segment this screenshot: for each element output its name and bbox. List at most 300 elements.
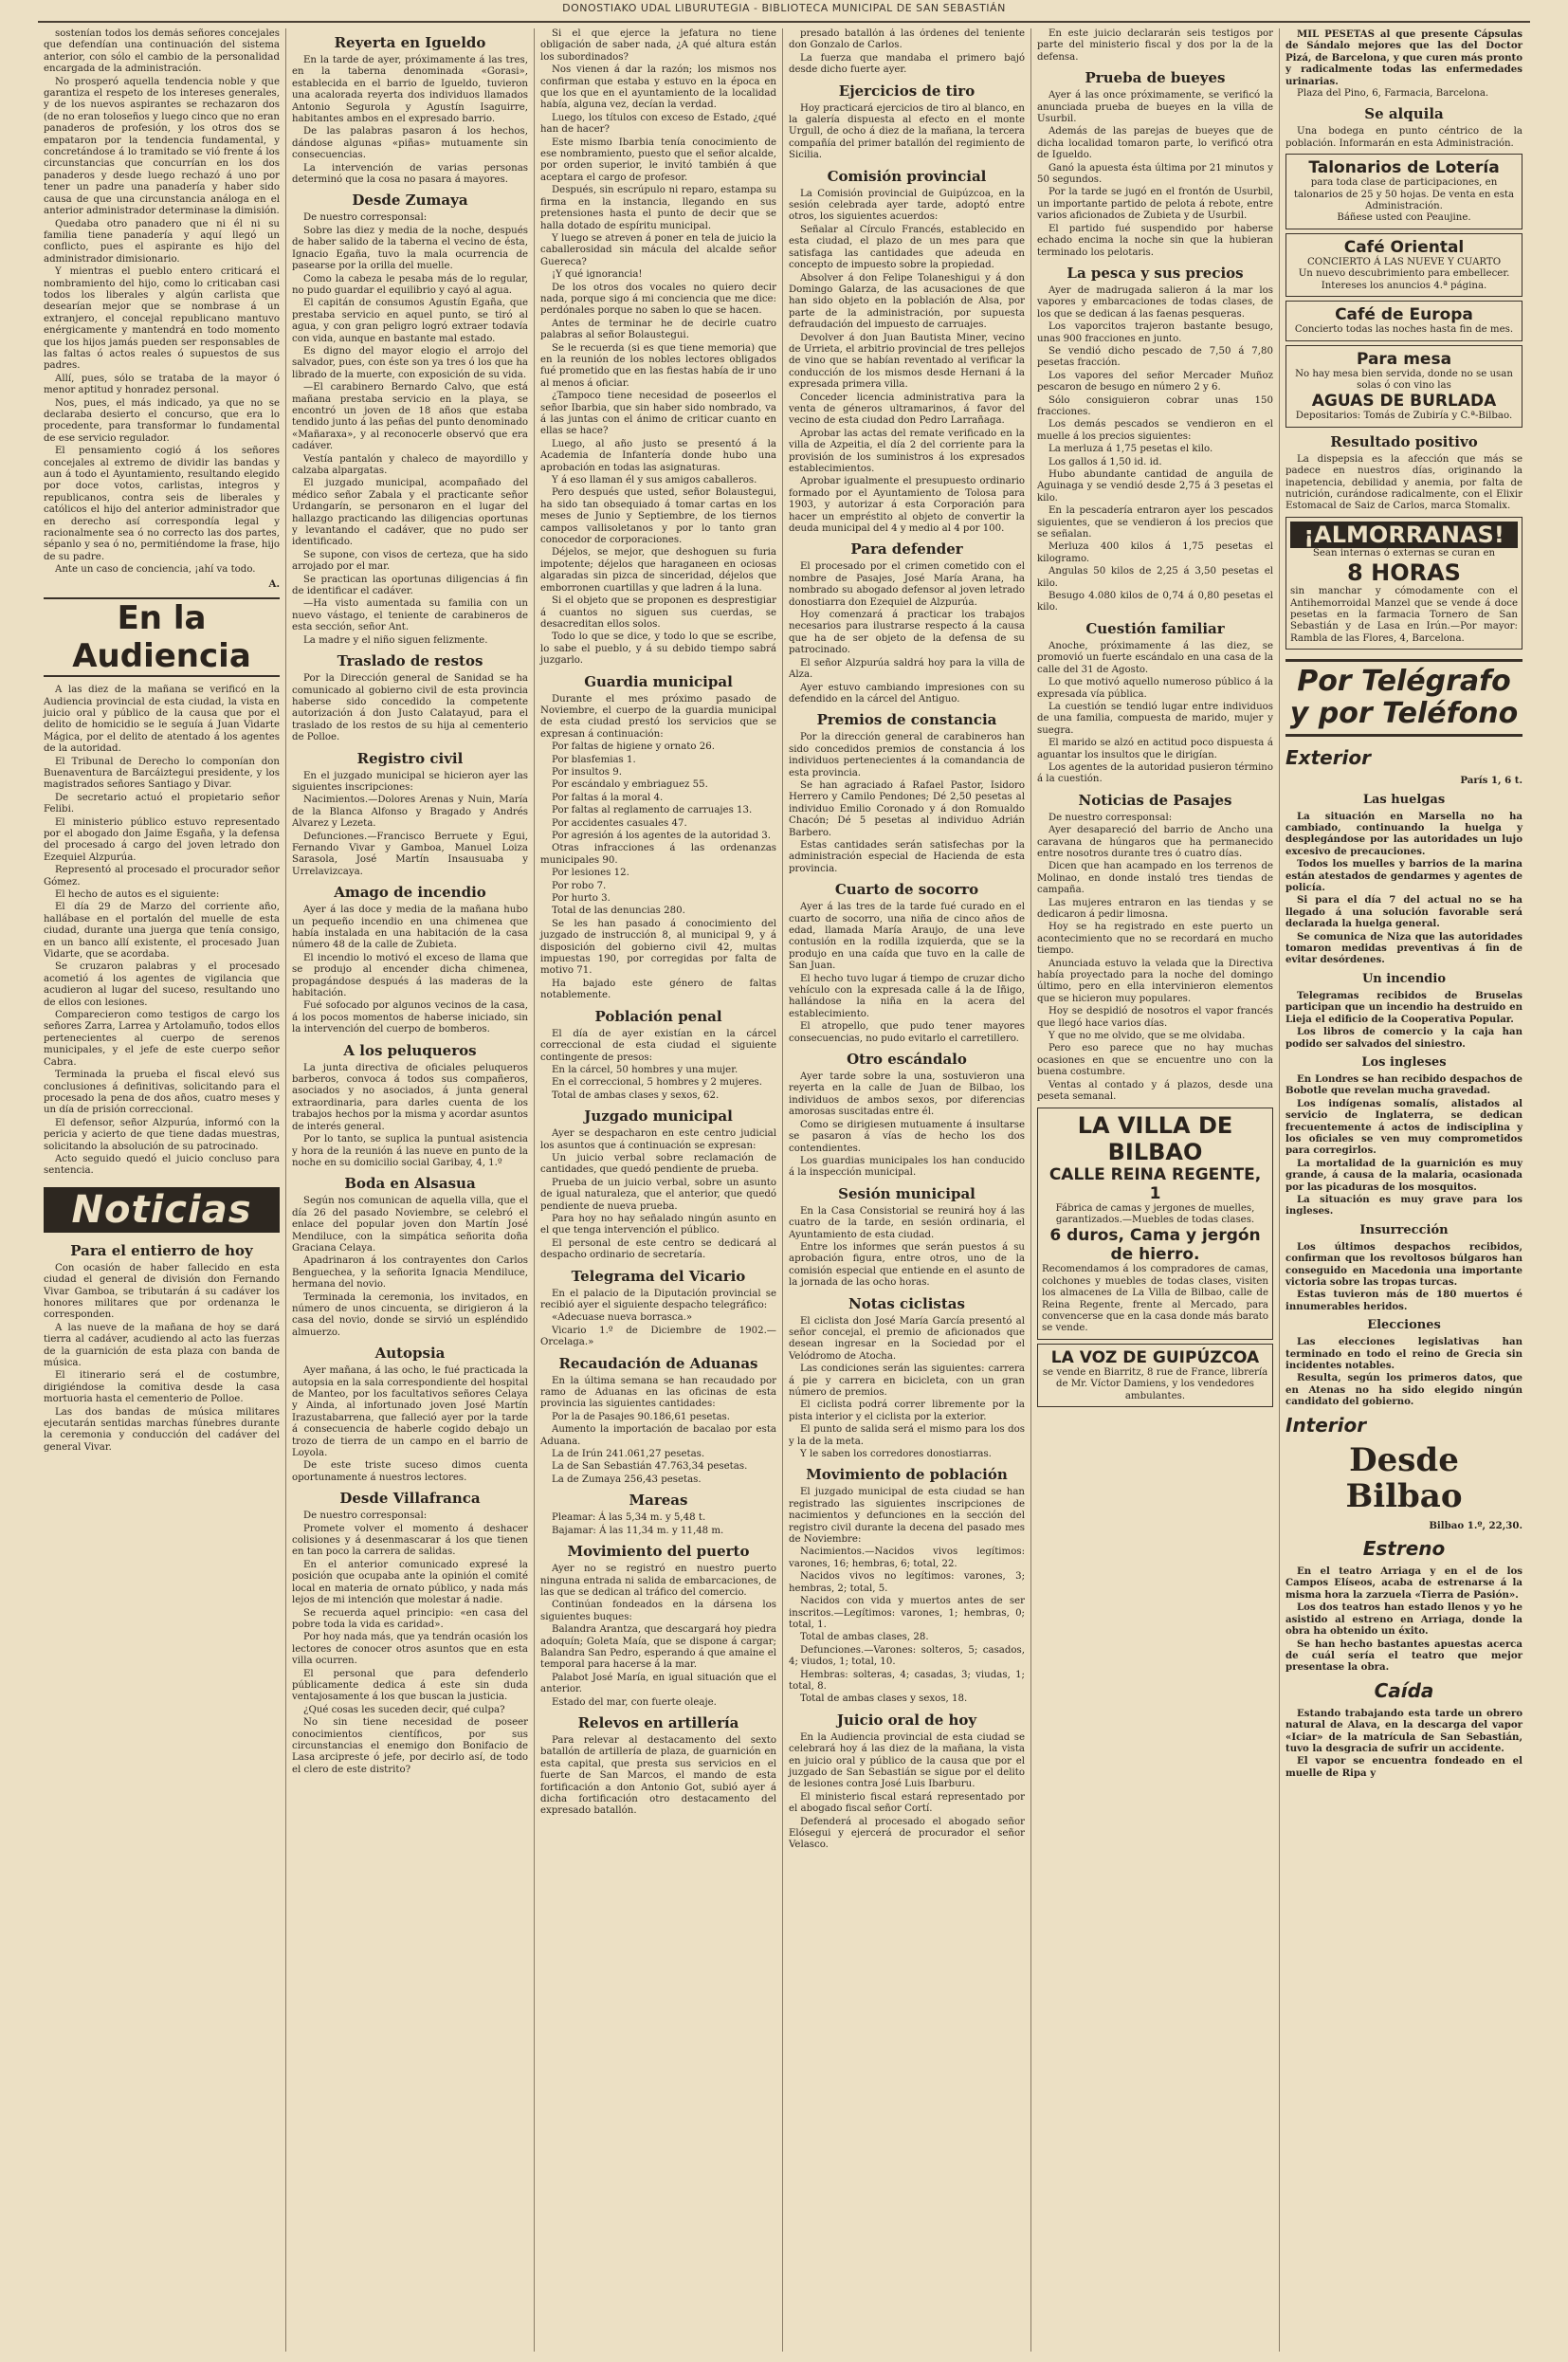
paragraph: Total de ambas clases y sexos, 18. <box>800 1694 968 1705</box>
ad-title: ¡ALMORRANAS! <box>1290 522 1518 548</box>
ad-title: Café de Europa <box>1335 305 1473 325</box>
paragraph: Y que no me olvido, que se me olvidaba. <box>1048 1031 1246 1042</box>
paragraph: sostenían todos los demás señores concejales que defendían una continuación del sistema anterior, con sólo el cambio de la personalidad encargada de la administración. <box>44 28 280 75</box>
article-heading: Juicio oral de hoy <box>836 1711 977 1729</box>
article-heading: Los ingleses <box>1361 1054 1447 1070</box>
paragraph: En el correccional, 5 hombres y 2 mujeres. <box>552 1077 762 1089</box>
advertisement-villa-bilbao <box>1037 1108 1273 1340</box>
paragraph: Ayer desapareció del barrio de Ancho una caravana de húngaros que ha permanecido entre nosotros durante tres ó cuatro días. <box>1037 825 1273 859</box>
ad-depositarios: Depositarios: Tomás de Zubiría y C.ª-Bilbao. <box>1295 411 1513 422</box>
paragraph: Absolver á don Felipe Tolaneshigui y á don Domingo Galarza, de las acusaciones de que han sido objeto en la población de Alsa, por parte de la administración, por supuesta defraudación del impuesto de carruajes. <box>789 272 1025 331</box>
paragraph: Todos los muelles y barrios de la marina están atestados de gendarmes y agentes de policía. <box>1285 858 1522 894</box>
ad-body: Concierto todas las noches hasta fin de mes. <box>1294 324 1514 336</box>
article-heading: Cuarto de socorro <box>834 881 979 899</box>
paragraph: En la última semana se han recaudado por ramo de Aduanas en las oficinas de esta provincia las siguientes cantidades: <box>540 1375 776 1410</box>
paragraph: Palabot José María, en igual situación que el anterior. <box>540 1672 776 1695</box>
paragraph: Además de las parejas de bueyes que de dicha localidad tomaron parte, lo verificó otra de Igueldo. <box>1037 126 1273 161</box>
paragraph: Se han hecho bastantes apuestas acerca de cuál sería el teatro que mejor presentase la obra. <box>1285 1638 1522 1674</box>
paragraph: Ha bajado este género de faltas notablemente. <box>540 978 776 1001</box>
paragraph: El hecho de autos es el siguiente: <box>55 889 220 900</box>
paragraph: presado batallón á las órdenes del teniente don Gonzalo de Carlos. <box>789 28 1025 51</box>
paragraph: De los otros dos vocales no quiero decir nada, porque sigo á mi conciencia que me dice: perdónales porque no saben lo que se hacen. <box>540 282 776 317</box>
paragraph: Déjelos, se mejor, que deshoguen su furia impotente; déjelos que haraganeen en ociosas algaradas sin pizca de sinceridad, déjelos que emborronen cuartillas y que ladren á la luna. <box>540 547 776 594</box>
list-item: Por robo 7. <box>552 880 607 891</box>
paragraph: Estas tuvieron más de 180 muertos é innumerables heridos. <box>1285 1289 1522 1312</box>
list-item: Por hurto 3. <box>552 893 611 905</box>
section-title-bilbao: Desde Bilbao <box>1345 1440 1463 1515</box>
paragraph: La dispepsia es la afección que más se padece en nuestros días, originando la inapetencia, debilidad y anemia, por falta de nutrición, curándose radicalmente, con el Elixir Estomacal de Saiz de Carlos, marca Stomalix. <box>1285 453 1522 512</box>
paragraph: Ventas al contado y á plazos, desde una peseta semanal. <box>1037 1079 1273 1103</box>
paragraph: Ayer á las doce y media de la mañana hubo un pequeño incendio en una chimenea que había instalada en una habitación de la casa número 48 de la calle de Zubieta. <box>292 905 528 951</box>
list-item: Total de las denuncias 280. <box>552 906 685 917</box>
list-item: Por faltas á la moral 4. <box>552 792 664 803</box>
ad-left: Para mesa <box>1356 349 1452 369</box>
ad-subtitle: CONCIERTO Á LAS NUEVE Y CUARTO <box>1306 256 1502 267</box>
paragraph: Hoy se despidió de nosotros el vapor francés que llegó hace varios días. <box>1037 1006 1273 1029</box>
paragraph: El procesado por el crimen cometido con el nombre de Pasajes, José María Arana, ha nombrado su abogado defensor al joven letrado donostiarra don Ezequiel de Alzpurúa. <box>789 561 1025 608</box>
article-heading: Movimiento de población <box>806 1466 1008 1484</box>
paragraph: Hubo abundante cantidad de anguila de Aguinaga y se vendió desde 2,75 á 3 pesetas el kilo. <box>1037 469 1273 504</box>
article-heading: Autopsia <box>374 1345 446 1363</box>
paragraph: Por la tarde se jugó en el frontón de Usurbil, un importante partido de pelota á rebote, entre varios aficionados de Zubieta y de Usurbil. <box>1037 187 1273 222</box>
paragraph: Ayer no se registró en nuestro puerto ninguna entrada ni salida de embarcaciones, de las que se dedican al tráfico del comercio. <box>540 1564 776 1598</box>
paragraph: Luego, al año justo se presentó á la Academia de Infantería donde hubo una aprobación en todas las asignaturas. <box>540 438 776 473</box>
signature: A. <box>268 577 280 590</box>
article-heading: Boda en Alsasua <box>344 1175 476 1193</box>
paragraph: Se recuerda aquel principio: «en casa del pobre toda la vida es caridad». <box>292 1607 528 1630</box>
ad-note: Báñese usted con Peaujine. <box>1337 212 1471 224</box>
article-heading: Cuestión familiar <box>1085 619 1225 637</box>
article-heading: Relevos en artillería <box>577 1713 739 1731</box>
paragraph: Durante el mes próximo pasado de Noviembre, el cuerpo de la guardia municipal de esta ciudad prestó los servicios que se expresan á continuación: <box>540 693 776 740</box>
paragraph: Estado del mar, con fuerte oleaje. <box>552 1696 717 1708</box>
paragraph: Allí, pues, sólo se trataba de la mayor ó menor aptitud y honradez personal. <box>44 373 280 396</box>
paragraph: Ante un caso de conciencia, ¡ahí va todo. <box>55 564 256 576</box>
article-heading: Desde Villafranca <box>339 1490 481 1508</box>
list-item: Por accidentes casuales 47. <box>552 817 687 829</box>
paragraph: Resulta, según los primeros datos, que en Atenas no ha sido elegido ningún candidato del gobierno. <box>1285 1372 1522 1408</box>
paragraph: Hoy se ha registrado en este puerto un acontecimiento que no se recordará en mucho tiempo. <box>1037 922 1273 957</box>
column-2 <box>286 28 535 2352</box>
article-heading: A los peluqueros <box>343 1041 477 1059</box>
paragraph: Aumento la importación de bacalao por esta Aduana. <box>540 1424 776 1447</box>
paragraph: El atropello, que pudo tener mayores consecuencias, no pudo evitarlo el carretillero. <box>789 1021 1025 1044</box>
paragraph: El capitán de consumos Agustín Egaña, que prestaba servicio en aquel punto, se tiró al agua, y con gran peligro logró extraer todavía con vida, aunque en bastante mal estado. <box>292 298 528 344</box>
paragraph: En la Audiencia provincial de esta ciudad se celebrará hoy á las diez de la mañana, la vista en juicio oral y público de la causa que por el juzgado de San Sebastián se sigue por el delito de lesiones contra José Luis Ibarburu. <box>789 1731 1025 1790</box>
paragraph: El señor Alzpurúa saldrá hoy para la villa de Alza. <box>789 657 1025 681</box>
paragraph: La situación en Marsella no ha cambiado, continuando la huelga y desplegándose por las autoridades un lujo excesivo de precauciones. <box>1285 810 1522 857</box>
paragraph: Ayer se despacharon en este centro judicial los asuntos que á continuación se expresan: <box>540 1128 776 1151</box>
paragraph: —Ha visto aumentada su familia con un nuevo vástago, el teniente de carabineros de esta sección, señor Ant. <box>292 598 528 633</box>
paragraph: Comparecieron como testigos de cargo los señores Zarra, Larrea y Artolamuño, todos ellos pertenecientes al cuerpo de serenos municipales, y el jefe de este cuerpo señor Cabra. <box>44 1010 280 1068</box>
paragraph: Y le saben los corredores donostiarras. <box>800 1449 992 1460</box>
paragraph: La cuestión se tendió lugar entre individuos de una familia, compuesta de marido, mujer y suegra. <box>1037 701 1273 736</box>
paragraph: Telegramas recibidos de Bruselas participan que un incendio ha destruido en Lieja el edificio de la Cooperativa Popular. <box>1285 989 1522 1025</box>
ad-headline: 8 HORAS <box>1347 559 1461 587</box>
paragraph: Según nos comunican de aquella villa, que el día 26 del pasado Noviembre, se celebró el enlace del popular joven don Martín José Mendiluce, con la simpática señorita doña Graciana Celaya. <box>292 1196 528 1254</box>
paragraph: Los guardias municipales los han conducido á la inspección municipal. <box>789 1155 1025 1179</box>
article-heading: Noticias de Pasajes <box>1078 791 1232 809</box>
paragraph: La madre y el niño siguen felizmente. <box>303 634 488 646</box>
paragraph: El partido fué suspendido por haberse echado encima la noche sin que la hubieran terminado los pelotaris. <box>1037 223 1273 258</box>
paragraph: Continúan fondeados en la dársena los siguientes buques: <box>540 1600 776 1622</box>
paragraph: Si el que ejerce la jefatura no tiene obligación de saber nada, ¿A qué altura están los subordinados? <box>540 28 776 63</box>
article-heading: Otro escándalo <box>847 1051 967 1069</box>
paragraph: El punto de salida será el mismo para los dos y la de la meta. <box>789 1424 1025 1447</box>
article-heading: Recaudación de Aduanas <box>558 1354 758 1372</box>
article-heading: Guardia municipal <box>584 672 733 690</box>
paragraph: Se comunica de Niza que las autoridades tomaron medidas preventivas á fin de evitar desórdenes. <box>1285 930 1522 966</box>
article-heading: Población penal <box>594 1007 722 1025</box>
ad-address: CALLE REINA REGENTE, 1 <box>1048 1164 1262 1203</box>
ad-body: Un nuevo descubrimiento para embellecer. Intereses los anuncios 4.ª página. <box>1298 268 1510 291</box>
paragraph: No prosperó aquella tendencia noble y que garantiza el respeto de los intereses generales, y de los nuevos aspirantes se rechazaron dos (de no eran toloseños y luego cinco que no eran panaderos de profesión, y los otros dos se empataron por la tendencia fundamental, y concretándose á lo tramitado se vió frente á los circunstancias que concurrían en los dos panaderos y desde luego rechazó á uno por tener un padre una panadería y haber sido causa de que una circunstancia análoga en el anterior administrador determinase la dimisión. <box>44 76 280 217</box>
paragraph: Pero después que usted, señor Bolaustegui, ha sido tan obsequiado á tomar cartas en los meses de Junio y Septiembre, de los tiernos campos vallisoletanos y por lo tanto gran conocedor de corporaciones. <box>540 487 776 546</box>
paragraph: Los gallos á 1,50 id. id. <box>1048 456 1162 467</box>
paragraph: Los vapores del señor Mercader Muñoz pescaron de besugo en número 2 y 6. <box>1037 370 1273 394</box>
paragraph: Besugo 4.080 kilos de 0,74 á 0,80 pesetas el kilo. <box>1037 591 1273 613</box>
paragraph: Un juicio verbal sobre reclamación de cantidades, que quedó pendiente de prueba. <box>540 1152 776 1176</box>
list-item: Otras infracciones á las ordenanzas municipales 90. <box>540 843 776 866</box>
paragraph: Anoche, próximamente á las diez, se promovió un fuerte escándalo en una casa de la calle del 31 de Agosto. <box>1037 640 1273 675</box>
paragraph: Devolver á don Juan Bautista Miner, vecino de Urrieta, el arbitrio provincial de tres pellejos de vino que se habían reventado al verificar la conducción de los mismos desde Hernani á la expresada primera villa. <box>789 332 1025 391</box>
article-heading: Para el entierro de hoy <box>70 1241 253 1259</box>
article-heading: Traslado de restos <box>337 652 483 670</box>
paragraph: Nacimientos.—Dolores Arenas y Nuin, María de la Blanca Alfonso y Bragado y Andrés Alvarez y Lezeta. <box>292 795 528 830</box>
paragraph: De nuestro corresponsal: <box>303 212 428 224</box>
ad-body: No hay mesa bien servida, donde no se usan solas ó con vino las <box>1295 368 1513 391</box>
column-4 <box>783 28 1031 2352</box>
paragraph: Entre los informes que serán puestos á su aprobación figura, entre otros, uno de la comisión especial que entiende en el asunto de la jornada de las ocho horas. <box>789 1241 1025 1289</box>
article-heading: Registro civil <box>356 749 464 767</box>
paragraph: El hecho tuvo lugar á tiempo de cruzar dicho vehículo con la expresada calle á la de Iñigo, hallándose la niña en la acera del establecimiento. <box>789 973 1025 1019</box>
paragraph: Representó al procesado el procurador señor Gómez. <box>44 865 280 888</box>
paragraph: Se le recuerda (si es que tiene memoria) que en la reunión de los nobles lectores obligados fué prometido que en las fiestas había de ir uno al menos á oficiar. <box>540 342 776 389</box>
paragraph: Sobre las diez y media de la noche, después de haber salido de la taberna el vecino de ésta, Ignacio Egaña, tuvo la mala ocurrencia de pasearse por la orilla del muelle. <box>292 225 528 272</box>
paragraph: El juzgado municipal, acompañado del médico señor Zabala y el practicante señor Urdangarín, se personaron en el lugar del hallazgo practicando las diligencias oportunas y levantando el cadáver, que no pudo ser identificado. <box>292 478 528 548</box>
paragraph: De secretario actuó el propietario señor Felibi. <box>44 792 280 815</box>
list-item: Por escándalo y embriaguez 55. <box>552 779 708 791</box>
ad-body: para toda clase de participaciones, en talonarios de 25 y 50 hojas. De venta en esta Administración. <box>1293 177 1515 212</box>
paragraph: Los indígenas somalís, alistados al servicio de Inglaterra, se dedican frecuentemente á actos de indisciplina y los oficiales se ven muy comprometidos para corregirlos. <box>1285 1097 1522 1157</box>
paragraph: Y luego se atreven á poner en tela de juicio la caballerosidad sin mácula del alcalde señor Guereca? <box>540 232 776 267</box>
paragraph: Por la de Pasajes 90.186,61 pesetas. <box>552 1411 730 1422</box>
section-title-audiencia: En la Audiencia <box>44 597 280 677</box>
paragraph: El defensor, señor Alzpurúa, informó con la pericia y acierto de que tiene dadas muestras, solicitando la absolución de su patrocinado. <box>44 1117 280 1152</box>
paragraph: Pleamar: Á las 5,34 m. y 5,48 t. <box>552 1512 706 1524</box>
paragraph: Ayer estuvo cambiando impresiones con su defendido en la cárcel del Antiguo. <box>789 682 1025 705</box>
paragraph: Acto seguido quedó el juicio concluso para sentencia. <box>44 1153 280 1177</box>
article-heading: Prueba de bueyes <box>1085 69 1226 87</box>
paragraph: Sólo consiguieron cobrar unas 150 fracciones. <box>1037 394 1273 417</box>
ad-price: 6 duros, Cama y jergón de hierro. <box>1049 1226 1261 1265</box>
paragraph: Apadrinaron á los contrayentes don Carlos Benguechea, y la señorita Ignacia Mendiluce, hermana del novio. <box>292 1255 528 1291</box>
paragraph: El ministerio público estuvo representado por el abogado don Jaime Esgaña, y la defensa del procesado á cargo del joven letrado don Ezequiel Alzpurúa. <box>44 816 280 863</box>
paragraph: Nos vienen á dar la razón; los mismos nos confirman que estaba y estuvo en la época en que los que en el ayuntamiento de la localidad había, alguna vez, decían la verdad. <box>540 64 776 111</box>
ad-title: LA VOZ DE GUIPÚZCOA <box>1050 1347 1260 1367</box>
paragraph: El marido se alzó en actitud poco dispuesta á aguantar los insultos que le dirigían. <box>1037 738 1273 760</box>
ad-body: sin manchar y cómodamente con el Antihemorroidal Manzel que se vende á doce pesetas en la farmacia Tornero de San Sebastián y de Lasa en Irún.—Por mayor: Rambla de las Flores, 4, Barcelona. <box>1290 586 1518 644</box>
paragraph: Los libros de comercio y la caja han podido ser salvados del siniestro. <box>1285 1026 1522 1050</box>
paragraph: El juzgado municipal de esta ciudad se han registrado las siguientes inscripciones de nacimientos y defunciones en la sección del registro civil durante la decena del pasado mes de Noviembre: <box>789 1487 1025 1546</box>
advertisement-voz-guipuzcoa <box>1037 1344 1273 1407</box>
paragraph: En el juzgado municipal se hicieron ayer las siguientes inscripciones: <box>292 770 528 793</box>
paragraph: El personal de este centro se dedicará al despacho ordinario de secretaría. <box>540 1237 776 1261</box>
paragraph: Total de ambas clases y sexos, 62. <box>552 1089 720 1101</box>
paragraph: La de San Sebastián 47.763,34 pesetas. <box>552 1461 748 1473</box>
list-item: Por insultos 9. <box>552 766 622 778</box>
ad-title: AGUAS DE BURLADA <box>1311 392 1497 412</box>
article-heading: Sesión municipal <box>838 1184 975 1202</box>
paragraph: La de Zumaya 256,43 pesetas. <box>552 1474 702 1485</box>
paragraph: Por la dirección general de carabineros han sido concedidos premios de constancia á los individuos pertenecientes á la comandancia de esta provincia. <box>789 732 1025 778</box>
section-title-telegrafo: Por Telégrafo y por Teléfono <box>1285 659 1522 737</box>
article-heading: Elecciones <box>1367 1318 1441 1333</box>
article-heading: Ejercicios de tiro <box>838 82 975 100</box>
paragraph: Estas cantidades serán satisfechas por la administración especial de Hacienda de esta provincia. <box>789 839 1025 874</box>
list-item: Por blasfemias 1. <box>552 754 636 765</box>
paragraph: Las elecciones legislativas han terminado en todo el reino de Grecia sin incidentes notables. <box>1285 1336 1522 1372</box>
ad-body: se vende en Biarritz, 8 rue de France, librería de Mr. Víctor Damiens, y los vendedores ambulantes. <box>1042 1366 1268 1401</box>
paragraph: Bajamar: Á las 11,34 m. y 11,48 m. <box>552 1525 724 1536</box>
paragraph: El día 29 de Marzo del corriente año, hallábase en el portalón del muelle de esta ciudad, durante una juerga que tenía consigo, en un banco allí existente, el procesado Juan Vidarte, que se acordaba. <box>44 902 280 961</box>
paragraph: Fué sofocado por algunos vecinos de la casa, á los pocos momentos de haberse iniciado, sin la intervención del cuerpo de bomberos. <box>292 1000 528 1035</box>
paragraph: En el anterior comunicado expresé la posición que ocupaba ante la opinión el comité local en materia de ornato público, y nada más lejos de mi intención que molestar á nadie. <box>292 1559 528 1606</box>
paragraph: La mortalidad de la guarnición es muy grande, á causa de la malaria, ocasionada por las picaduras de los mosquitos. <box>1285 1157 1522 1193</box>
paragraph: A las nueve de la mañana de hoy se dará tierra al cadáver, acudiendo al acto las fuerzas de la guarnición de esta plaza con banda de música. <box>44 1322 280 1368</box>
paragraph: Se cruzaron palabras y el procesado acometió á los agentes de vigilancia que acudieron al lugar del suceso, resultando uno de ellos con lesiones. <box>44 961 280 1008</box>
paragraph: Dicen que han acampado en los terrenos de Molinao, en donde instaló tres tiendas de campaña. <box>1037 861 1273 896</box>
article-heading: Reyerta en Igueldo <box>334 34 486 51</box>
paragraph: Por hoy nada más, que ya tendrán ocasión los lectores de conocer otros asuntos que en esta villa ocurren. <box>292 1632 528 1667</box>
paragraph: El ciclista don José María García presentó al señor concejal, el premio de aficionados que desean ingresar en la Sociedad por el Velódromo de Atocha. <box>789 1315 1025 1362</box>
paragraph: El ministerio fiscal estará representado por el abogado fiscal señor Cortí. <box>789 1791 1025 1815</box>
paragraph: Pero eso parece que no hay muchas ocasiones en que se encuentre uno con la buena costumbre. <box>1037 1043 1273 1078</box>
newspaper-columns <box>38 28 1530 2352</box>
section-title-noticias: Noticias <box>44 1187 280 1233</box>
paragraph: Balandra Arantza, que descargará hoy piedra adoquín; Goleta Maía, que se dispone á cargar; Balandra San Pedro, esperando á que amaine el temporal para hacerse á la mar. <box>540 1624 776 1671</box>
paragraph: El día de ayer existían en la cárcel correccional de esta ciudad el siguiente contingente de presos: <box>540 1028 776 1063</box>
paragraph: Antes de terminar he de decirle cuatro palabras al señor Bolaustegui. <box>540 318 776 341</box>
paragraph: No sin tiene necesidad de poseer conocimientos científicos, por sus circunstancias el enemigo don Bonifacio de Lasa arcipreste ó jefe, por decirlo así, de todo el clero de este distrito? <box>292 1717 528 1775</box>
article-heading: Comisión provincial <box>827 167 987 185</box>
paragraph: Aprobar las actas del remate verificado en la villa de Azpeitia, el día 2 del corriente para la provisión de los suministros á los expresados establecimientos. <box>789 428 1025 474</box>
paragraph: De nuestro corresponsal: <box>1048 812 1173 823</box>
column-5 <box>1031 28 1280 2352</box>
paragraph: El pensamiento cogió á los señores concejales al extremo de dividir las bandas y aun á todo el Ayuntamiento, resultando elegido por doce votos, carlistas, integros y republicanos, contra seis de liberales y católicos el hijo del anterior administrador que en derecho así correspondía legal y racionalmente sea ó no correcto las dos partes, sépanlo y sea ó no, permitiéndome la frase, hijo de su padre. <box>44 446 280 562</box>
paragraph: Terminada la prueba el fiscal elevó sus conclusiones á definitivas, solicitando para el procesado la pena de dos años, cuatro meses y un día de prisión correccional. <box>44 1070 280 1116</box>
paragraph: Total de ambas clases, 28. <box>800 1632 929 1643</box>
paragraph: Vicario 1.º de Diciembre de 1902.—Orcelaga.» <box>540 1325 776 1348</box>
advertisement-almorranas <box>1285 517 1522 650</box>
paragraph: Terminada la ceremonia, los invitados, en número de unos cincuenta, se dirigieron á la casa del novio, donde se sirvió un espléndido almuerzo. <box>292 1291 528 1338</box>
paragraph: En la pescadería entraron ayer los pescados siguientes, que se vendieron á los precios que se señalan. <box>1037 505 1273 540</box>
paragraph: Para relevar al destacamento del sexto batallón de artillería de plaza, de guarnición en esta capital, que presta sus servicios en el fuerte de San Marcos, el mando de esta fortificación a don Antonio Got, subió ayer á dicha fortificación otro destacamento del expresado batallón. <box>540 1734 776 1817</box>
paragraph: Promete volver el momento á deshacer colisiones y á desenmascarar á los que tienen en tan poco la carrera de salidas. <box>292 1523 528 1558</box>
ad-note: Recomendamos á los compradores de camas, colchones y muebles de todas clases, visiten los almacenes de La Villa de Bilbao, calle de Reina Regente, frente al Mercado, para convencerse que en la casa donde más barato se vende. <box>1042 1264 1268 1334</box>
article-heading: Resultado positivo <box>1330 432 1478 450</box>
paragraph: Si el objeto que se proponen es desprestigiar á cuantos no siguen sus cuerdas, se desacreditan ellos solos. <box>540 595 776 630</box>
paragraph: Con ocasión de haber fallecido en esta ciudad el general de división don Fernando Vivar Gamboa, se tributarán á su cadáver los honores militares que por ordenanza le corresponden. <box>44 1262 280 1321</box>
paragraph: La situación es muy grave para los ingleses. <box>1285 1193 1522 1218</box>
paragraph: Merluza 400 kilos á 1,75 pesetas el kilogramo. <box>1037 541 1273 564</box>
paragraph: Defenderá al procesado el abogado señor Elósegui y ejercerá de procurador el señor Velasco. <box>789 1816 1025 1851</box>
column-6 <box>1280 28 1528 2352</box>
article-heading: La pesca y sus precios <box>1067 264 1244 282</box>
paragraph: En el palacio de la Diputación provincial se recibió ayer el siguiente despacho telegráfico: <box>540 1288 776 1310</box>
paragraph: A las diez de la mañana se verificó en la Audiencia provincial de esta ciudad, la vista en juicio oral y público de la causa que por el delito de homicidio se le seguía á Juan Vidarte Mágica, por el delito de atentado á los agentes de la autoridad. <box>44 685 280 755</box>
column-3 <box>535 28 783 2352</box>
ad-title: Talonarios de Lotería <box>1308 158 1500 178</box>
paragraph: Y mientras el pueblo entero criticará el nombramiento del hijo, como lo criticaban casi todos los liberales y algún carlista que desearían mejor que se nombrase á un extranjero, el concejal republicano mantuvo enérgicamente y mantendrá en todo momento que los hijos jamás pueden ser responsables de las faltas ó actos reales ó supuestos de sus padres. <box>44 266 280 372</box>
article-heading: Telegrama del Vicario <box>571 1267 746 1285</box>
paragraph: Los dos teatros han estado llenos y yo he asistido al estreno en Arriaga, donde la obra ha obtenido un éxito. <box>1285 1602 1522 1638</box>
column-1 <box>38 28 286 2352</box>
paragraph: La merluza á 1,75 pesetas el kilo. <box>1048 444 1213 455</box>
ad-title: LA VILLA DE BILBAO <box>1077 1111 1233 1165</box>
paragraph: Ayer á las tres de la tarde fué curado en el cuarto de socorro, una niña de cinco años de edad, llamada María Araujo, de una leve contusión en la rodilla izquierda, que se la produjo en una caída que tuvo en la calle de San Juan. <box>789 902 1025 972</box>
paragraph: Se vendió dicho pescado de 7,50 á 7,80 pesetas fracción. <box>1037 345 1273 369</box>
advertisement-cafe-europa <box>1285 301 1522 340</box>
article-heading: Se alquila <box>1364 105 1444 123</box>
paragraph: El vapor se encuentra fondeado en el muelle de Ripa y <box>1285 1755 1522 1779</box>
paragraph: Se supone, con visos de certeza, que ha sido arrojado por el mar. <box>292 549 528 573</box>
paragraph: Luego, los títulos con exceso de Estado, ¿qué han de hacer? <box>540 112 776 136</box>
paragraph: Se les han pasado á conocimiento del juzgado de instrucción 8, al municipal 9, y á disposición del gobierno civil 42, multas impuestas 190, por corregidas por falta de motivo 71. <box>540 918 776 977</box>
paragraph: Las condiciones serán las siguientes: carrera á pie y carrera en bicicleta, con un gran número de premios. <box>789 1364 1025 1398</box>
paragraph: La de Irún 241.061,27 pesetas. <box>552 1449 705 1460</box>
paragraph: Lo que motivó aquello numeroso público á la expresada vía pública. <box>1037 677 1273 700</box>
article-heading: Movimiento del puerto <box>567 1543 750 1561</box>
paragraph: Hoy practicará ejercicios de tiro al blanco, en la galería dispuesta al efecto en el monte Urgull, de ocho á diez de la mañana, la tercera compañía del primer batallón del regimiento de Sicilia. <box>789 102 1025 161</box>
article-heading: Un incendio <box>1361 971 1447 986</box>
paragraph: —El carabinero Bernardo Calvo, que está mañana prestaba servicio en la playa, se encontró un joven de 18 años que estaba tendido junto á las peñas del punto denominado «Mañaraxa», y al reconocerle observó que era cadáver. <box>292 382 528 452</box>
paragraph: Prueba de un juicio verbal, sobre un asunto de igual naturaleza, que el anterior, que quedó pendiente de nueva prueba. <box>540 1177 776 1212</box>
paragraph: Como se dirigiesen mutuamente á insultarse se pasaron á vías de hecho los dos contendientes. <box>789 1119 1025 1154</box>
paragraph: En la tarde de ayer, próximamente á las tres, en la taberna denominada «Gorasi», establecida en el barrio de Igueldo, tuvieron una acalorada reyerta dos individuos llamados Antonio Segurola y Agustín Isaguirre, habitantes ambos en el expresado barrio. <box>292 55 528 125</box>
ad-body: Fábrica de camas y jergones de muelles, garantizados.—Muebles de todas clases. <box>1055 1202 1255 1225</box>
paragraph: Después, sin escrúpulo ni reparo, estampa su firma en la instancia, llegando en sus pretensiones hasta el punto de decir que se halla dotado de espíritu municipal. <box>540 185 776 231</box>
paragraph: De nuestro corresponsal: <box>303 1511 428 1522</box>
list-item: Por lesiones 12. <box>552 868 629 879</box>
article-heading: Desde Zumaya <box>352 192 468 210</box>
paragraph: Defunciones.—Francisco Berruete y Egui, Fernando Vivar y Gamboa, Manuel Loiza Sarasola, José Martín Insausuaba y Urrelavizcaya. <box>292 831 528 877</box>
article-heading: Las huelgas <box>1362 792 1446 807</box>
paragraph: Ayer de madrugada salieron á la mar los vapores y embarcaciones de todas clases, de los que se dedican á las faenas pesqueras. <box>1037 284 1273 320</box>
paragraph: Es digno del mayor elogio el arrojo del salvador, pues, con éste son ya tres ó los que ha librado de la muerte, con exposición de su vida. <box>292 345 528 380</box>
paragraph: De las palabras pasaron á los hechos, dándose algunas «piñas» mutuamente sin consecuencias. <box>292 126 528 161</box>
paragraph: Vestía pantalón y chaleco de mayordillo y calzaba alpargatas. <box>292 453 528 476</box>
paragraph: Hembras: solteras, 4; casadas, 3; viudas, 1; total, 8. <box>789 1669 1025 1692</box>
paragraph: Ayer á las once próximamente, se verificó la anunciada prueba de bueyes en la villa de Usurbil. <box>1037 90 1273 125</box>
paragraph: Se practican las oportunas diligencias á fin de identificar el cadáver. <box>292 574 528 597</box>
paragraph: En la cárcel, 50 hombres y una mujer. <box>552 1064 738 1075</box>
paragraph: Los últimos despachos recibidos, confirman que los revoltosos búlgaros han conseguido en Macedonia una importante victoria sobre las tropas turcas. <box>1285 1240 1522 1288</box>
paragraph: Aprobar igualmente el presupuesto ordinario formado por el Ayuntamiento de Tolosa para 1903, y autorizar á esta Corporación para hacer un empréstito al objeto de convertir la deuda municipal del 4 y medio al 4 por 100. <box>789 476 1025 535</box>
paragraph: Angulas 50 kilos de 2,25 á 3,50 pesetas el kilo. <box>1037 566 1273 589</box>
paragraph: Todo lo que se dice, y todo lo que se escribe, lo sabe el pueblo, y á su debido tiempo sabrá juzgarlo. <box>540 632 776 667</box>
paragraph: Estando trabajando esta tarde un obrero natural de Alava, en la descarga del vapor «Iciar» de la matrícula de San Sebastián, tuvo la desgracia de sufrir un accidente. <box>1285 1707 1522 1754</box>
list-item: Por agresión á los agentes de la autoridad 3. <box>552 831 771 841</box>
article-heading: Notas ciclistas <box>848 1294 965 1312</box>
paragraph: «Adecuase nueva borrasca.» <box>552 1312 693 1324</box>
advertisement-text: Plaza del Pino, 6, Farmacia, Barcelona. <box>1297 88 1489 100</box>
paragraph: Nacidos vivos no legítimos: varones, 3; hembras, 2; total, 5. <box>789 1571 1025 1594</box>
article-heading: Estreno <box>1362 1537 1446 1561</box>
article-heading: Para defender <box>850 540 963 558</box>
paragraph: Una bodega en punto céntrico de la población. Informarán en esta Administración. <box>1285 126 1522 149</box>
paragraph: La Comisión provincial de Guipúzcoa, en la sesión celebrada ayer tarde, adoptó entre otros, los siguientes acuerdos: <box>789 188 1025 223</box>
paragraph: Defunciones.—Varones: solteros, 5; casados, 4; viudos, 1; total, 10. <box>789 1644 1025 1668</box>
paragraph: Como la cabeza le pesaba más de lo regular, no pudo guardar el equilibrio y cayó al agua. <box>292 273 528 296</box>
library-header: DONOSTIAKO UDAL LIBURUTEGIA - BIBLIOTECA MUNICIPAL DE SAN SEBASTIÁN <box>562 2 1006 14</box>
paragraph: Por la Dirección general de Sanidad se ha comunicado al gobierno civil de esta provincia haberse sido concedido la competente autorización á don Justo Calatayud, para el traslado de los restos de su hija al cementerio de Polloe. <box>292 673 528 743</box>
paragraph: La fuerza que mandaba el primero bajó desde dicho fuerte ayer. <box>789 52 1025 76</box>
paragraph: Nacimientos.—Nacidos vivos legítimos: varones, 16; hembras, 6; total, 22. <box>789 1547 1025 1569</box>
advertisement-cafe-oriental <box>1285 233 1522 297</box>
dateline: París 1, 6 t. <box>1460 775 1522 787</box>
paragraph: Y á eso llaman él y sus amigos caballeros. <box>552 475 757 486</box>
list-item: Por faltas al reglamento de carruajes 13. <box>552 805 753 816</box>
paragraph: Las dos bandas de música militares ejecutarán sentidas marchas fúnebres durante la ceremonia y conducción del cadáver del general Vivar. <box>44 1406 280 1453</box>
dateline: Bilbao 1.º, 22,30. <box>1429 1519 1522 1531</box>
paragraph: Los agentes de la autoridad pusieron término á la cuestión. <box>1037 761 1273 785</box>
ad-title: Café Oriental <box>1343 237 1465 257</box>
paragraph: Anunciada estuvo la velada que la Directiva había proyectado para la noche del domingo último, pero en ella intervinieron elementos que se hicieron muy populares. <box>1037 958 1273 1004</box>
paragraph: El incendio lo motivó el exceso de llama que se produjo al encender dicha chimenea, propagándose después á las maderas de la habitación. <box>292 952 528 999</box>
paragraph: La intervención de varias personas determinó que la cosa no pasara á mayores. <box>292 162 528 186</box>
paragraph: Si para el día 7 del actual no se ha llegado á una solución favorable será declarada la huelga general. <box>1285 894 1522 930</box>
article-heading: Amago de incendio <box>334 884 486 902</box>
paragraph: Por lo tanto, se suplica la puntual asistencia y hora de la reunión á las nueve en punto de la noche en su domicilio social Garibay, 4, 1.º <box>292 1134 528 1168</box>
paragraph: ¿Qué cosas les suceden decir, qué culpa? <box>303 1704 505 1715</box>
paragraph: Conceder licencia administrativa para la venta de géneros ultramarinos, á favor del vecino de esta ciudad don Pedro Larrañaga. <box>789 392 1025 427</box>
paragraph: Este mismo Ibarbia tenía conocimiento de ese nombramiento, puesto que el señor alcalde, por orden superior, le invitó también á que aceptara el cargo de profesor. <box>540 137 776 183</box>
paragraph: De este triste suceso dimos cuenta oportunamente á nuestros lectores. <box>292 1460 528 1483</box>
article-heading: Insurrección <box>1359 1222 1449 1237</box>
advertisement-text: MIL PESETAS al que presente Cápsulas de Sándalo mejores que las del Doctor Pizá, de Barcelona, y que curen más pronto y radicalmente todas las enfermedades urinarias. <box>1285 28 1522 87</box>
paragraph: El Tribunal de Derecho lo componían don Buenaventura de Barcáiztegui presidente, y los magistrados señores Santiago y Divar. <box>44 756 280 791</box>
paragraph: Nacidos con vida y muertos antes de ser inscritos.—Legítimos: varones, 1; hembras, 0; total, 1. <box>789 1596 1025 1630</box>
paragraph: En el teatro Arriaga y en el de los Campos Elíseos, acaba de estrenarse á la misma hora la zarzuela «Tierra de Pasión». <box>1285 1566 1522 1601</box>
paragraph: La junta directiva de oficiales peluqueros barberos, convoca á todos sus compañeros, asociados y no asociados, á junta general extraordinaria, para darles cuenta de los trabajos hechos por la misma y acordar asuntos de interés general. <box>292 1062 528 1132</box>
advertisement-aguas-burlada <box>1285 345 1522 428</box>
section-interior: Interior <box>1285 1413 1367 1437</box>
paragraph: El ciclista podrá correr libremente por la pista interior y el ciclista por la exterior. <box>789 1400 1025 1422</box>
paragraph: Los vaporcitos trajeron bastante besugo, unas 900 fracciones en junto. <box>1037 321 1273 344</box>
paragraph: Se han agraciado á Rafael Pastor, Isidoro Herrero y Camilo Pendones; Dé 2,50 pesetas al individuo Emilio Coronado y á don Romualdo Chacón; Dé 5 pesetas al individuo Adrián Barbero. <box>789 779 1025 838</box>
paragraph: En la Casa Consistorial se reunirá hoy á las cuatro de la tarde, en sesión ordinaria, el Ayuntamiento de esta ciudad. <box>789 1205 1025 1240</box>
paragraph: El itinerario será el de costumbre, dirigiéndose la comitiva desde la casa mortuoria hasta el cementerio de Polloe. <box>44 1370 280 1405</box>
paragraph: Señalar al Círculo Francés, establecido en esta ciudad, el plazo de un mes para que satisfaga las cantidades que adeuda en concepto de impuesto sobre la propiedad. <box>789 224 1025 271</box>
paragraph: ¡Y qué ignorancia! <box>552 269 643 281</box>
paragraph: Ganó la apuesta ésta última por 21 minutos y 50 segundos. <box>1037 162 1273 186</box>
section-exterior: Exterior <box>1285 746 1372 770</box>
article-heading: Premios de constancia <box>816 711 997 729</box>
article-heading: Mareas <box>629 1492 688 1510</box>
ad-subtitle: Sean internas ó externas se curan en <box>1312 547 1496 558</box>
paragraph: En Londres se han recibido despachos de Bobotle que revelan mucha gravedad. <box>1285 1072 1522 1097</box>
paragraph: En este juicio declararán seis testigos por parte del ministerio fiscal y dos por la de la defensa. <box>1037 28 1273 63</box>
paragraph: El personal que para defenderlo públicamente dedica á este sin duda ventajosamente á los que buscan la justicia. <box>292 1668 528 1703</box>
header-rule <box>38 21 1530 23</box>
paragraph: ¿Tampoco tiene necesidad de poseerlos el señor Ibarbia, que sin haber sido nombrado, va á las juntas con el ánimo de criticar cuanto en ellas se hace? <box>540 391 776 437</box>
paragraph: Hoy comenzará á practicar los trabajos necesarios para ilustrarse respecto á la causa que ha de ser objeto de la defensa de su patrocinado. <box>789 610 1025 656</box>
paragraph: Para hoy no hay señalado ningún asunto en el que tenga intervención el público. <box>540 1213 776 1236</box>
paragraph: Ayer tarde sobre la una, sostuvieron una reyerta en la calle de Juan de Bilbao, los individuos de ambos sexos, por diferencias amorosas suscitadas entre él. <box>789 1071 1025 1118</box>
paragraph: Los demás pescados se vendieron en el muelle á los precios siguientes: <box>1037 419 1273 442</box>
paragraph: Las mujeres entraron en las tiendas y se dedicaron á pedir limosna. <box>1037 897 1273 920</box>
